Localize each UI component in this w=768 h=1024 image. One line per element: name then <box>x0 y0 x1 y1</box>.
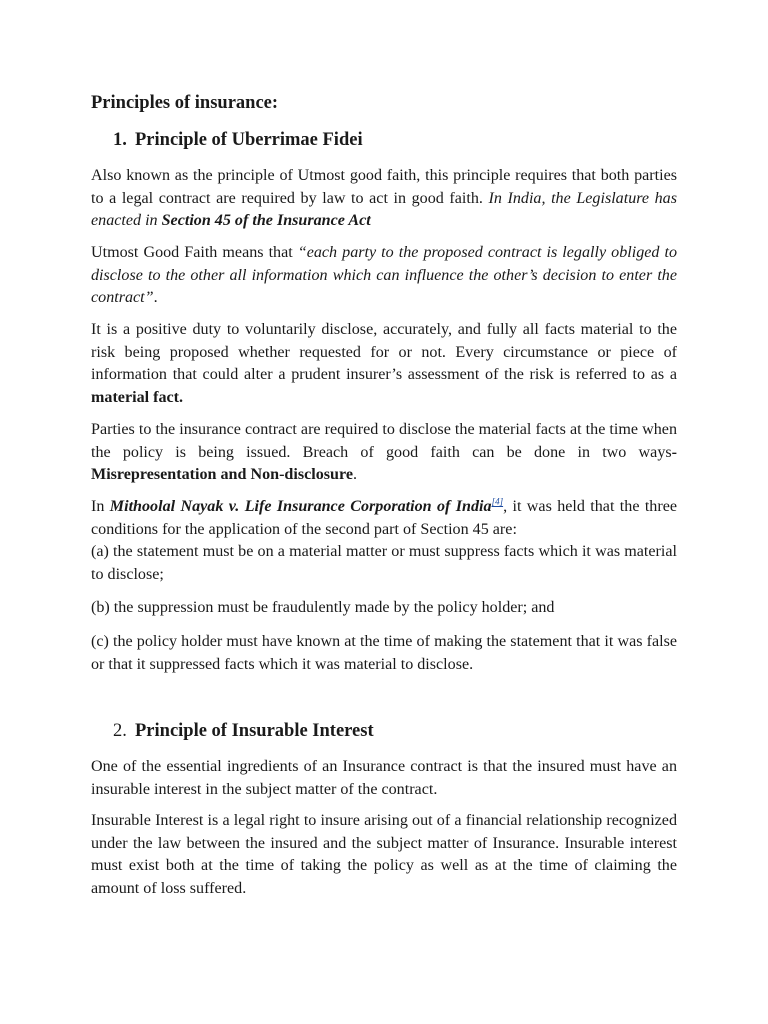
condition-b: (b) the suppression must be fraudulently made by the policy holder; and <box>91 599 555 616</box>
footnote-link[interactable]: [4] <box>491 496 504 507</box>
definition-intro: Utmost Good Faith means that <box>91 244 298 261</box>
disclosure-text: Parties to the insurance contract are required to disclose the material facts at the time when the policy is being issued. Breach of good faith can be done in two ways <box>91 421 677 461</box>
section-1-heading <box>113 130 363 151</box>
case-prefix: In <box>91 498 110 515</box>
section-1-paragraph-3 <box>91 319 677 409</box>
case-holding: , it was held that the three conditions for the application of the second part of Section 45 are: <box>91 498 678 538</box>
condition-c: (c) the policy holder must have known at the time of making the statement that it was false or that it suppressed facts which it was material to disclose. <box>91 633 677 673</box>
document-title: Principles of insurance: <box>91 93 279 113</box>
section-1-number: 1. <box>113 130 127 150</box>
section-1-paragraph-4 <box>91 419 677 487</box>
case-name: Mithoolal Nayak v. Life Insurance Corporation of India <box>109 498 492 515</box>
definition-quote: “each party to the proposed contract is legally obliged to disclose to the other all information which can influence the other’s decision to enter the contract” <box>91 244 677 306</box>
section-2-heading <box>113 721 374 742</box>
india-legislature-text: In India, the Legislature has enacted in <box>91 189 677 229</box>
section-2-paragraph-1: One of the essential ingredients of an Insurance contract is that the insured must have an insurable interest in the subject matter of the contract. <box>91 758 677 798</box>
section-2-paragraph-2: Insurable Interest is a legal right to insure arising out of a financial relationship recognized under the law between the insured and the subject matter of Insurance. Insurable interest must exist both at the time of taking the policy as well as at the time of claiming the amount of loss suffered. <box>91 812 677 897</box>
utmost-good-faith-text: Also known as the principle of Utmost good faith, this principle requires that both parties to a legal contract are required by law to act in good faith. <box>91 167 677 207</box>
section-45-reference: Section 45 of the Insurance Act <box>161 212 371 229</box>
positive-duty-text: It is a positive duty to voluntarily disclose, accurately, and fully all facts material to the risk being proposed whether requested for or not. Every circumstance or piece of information that could alter a prudent insurer’s assessment of the risk is referred to as a <box>91 321 677 383</box>
definition-end: . <box>153 289 158 306</box>
breach-types: - Misrepresentation and Non-disclosure <box>91 443 677 483</box>
section-1-title: Principle of Uberrimae Fidei <box>135 130 363 150</box>
condition-a: (a) the statement must be on a material matter or must suppress facts which it was material to disclose; <box>91 543 677 583</box>
material-fact-term: material fact. <box>91 388 184 406</box>
section-1-paragraph-5 <box>91 496 677 586</box>
disclosure-end: . <box>353 466 358 483</box>
section-2-title: Principle of Insurable Interest <box>135 721 374 741</box>
section-2-number: 2. <box>113 721 127 741</box>
section-1-paragraph-1 <box>91 165 677 233</box>
section-1-paragraph-2 <box>91 242 677 310</box>
